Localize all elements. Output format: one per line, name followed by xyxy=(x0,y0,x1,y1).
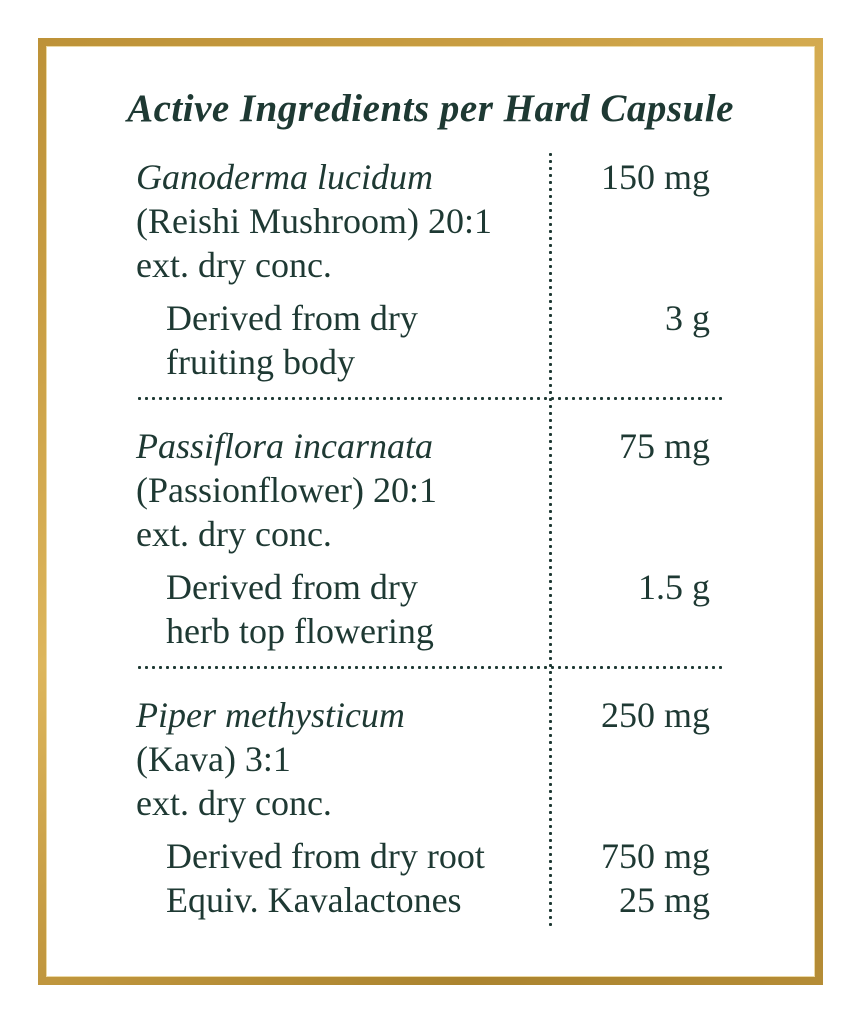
derived-line xyxy=(166,834,710,878)
label-title: Active Ingredients per Hard Capsule xyxy=(127,87,734,130)
derived-amount: 1.5 g xyxy=(638,567,710,607)
ingredient-extract-note: ext. dry conc. xyxy=(136,514,332,554)
derived-group xyxy=(166,565,710,653)
ingredient-name-line xyxy=(136,155,710,199)
ingredient-species: Piper methysticum xyxy=(136,695,405,735)
row-divider-dotted xyxy=(136,666,722,669)
derived-text: Equiv. Kavalactones xyxy=(166,880,462,920)
derived-amount: 25 mg xyxy=(618,880,710,920)
ingredient-row xyxy=(136,155,710,384)
ingredient-amount: 250 mg xyxy=(600,695,710,735)
derived-line xyxy=(166,878,710,922)
ingredient-extract-note: ext. dry conc. xyxy=(136,783,332,823)
ingredient-amount: 75 mg xyxy=(618,426,710,466)
derived-group xyxy=(166,296,710,384)
ingredient-name-line xyxy=(136,693,710,737)
ingredients-table xyxy=(47,155,814,922)
derived-text: Derived from dry xyxy=(166,298,418,338)
derived-text: Derived from dry root xyxy=(166,836,485,876)
ingredient-extract-note: ext. dry conc. xyxy=(136,245,332,285)
label-panel xyxy=(46,46,815,977)
ingredient-species: Ganoderma lucidum xyxy=(136,157,433,197)
derived-amount: 750 mg xyxy=(600,836,710,876)
row-divider-dotted xyxy=(136,397,722,400)
ingredient-common-name: (Kava) 3:1 xyxy=(136,739,291,779)
ingredient-name-line xyxy=(136,424,710,468)
derived-text-cont: herb top flowering xyxy=(166,611,434,651)
label-frame xyxy=(38,38,823,985)
ingredient-species: Passiflora incarnata xyxy=(136,426,434,466)
derived-text: Derived from dry xyxy=(166,567,418,607)
ingredient-common-name: (Reishi Mushroom) 20:1 xyxy=(136,201,492,241)
derived-group xyxy=(166,834,710,922)
derived-text-cont: fruiting body xyxy=(166,342,355,382)
ingredient-amount: 150 mg xyxy=(600,157,710,197)
ingredient-row xyxy=(136,693,710,922)
ingredient-common-name: (Passionflower) 20:1 xyxy=(136,470,437,510)
derived-line xyxy=(166,296,710,340)
derived-amount: 3 g xyxy=(665,298,710,338)
derived-line xyxy=(166,565,710,609)
ingredient-row xyxy=(136,424,710,653)
